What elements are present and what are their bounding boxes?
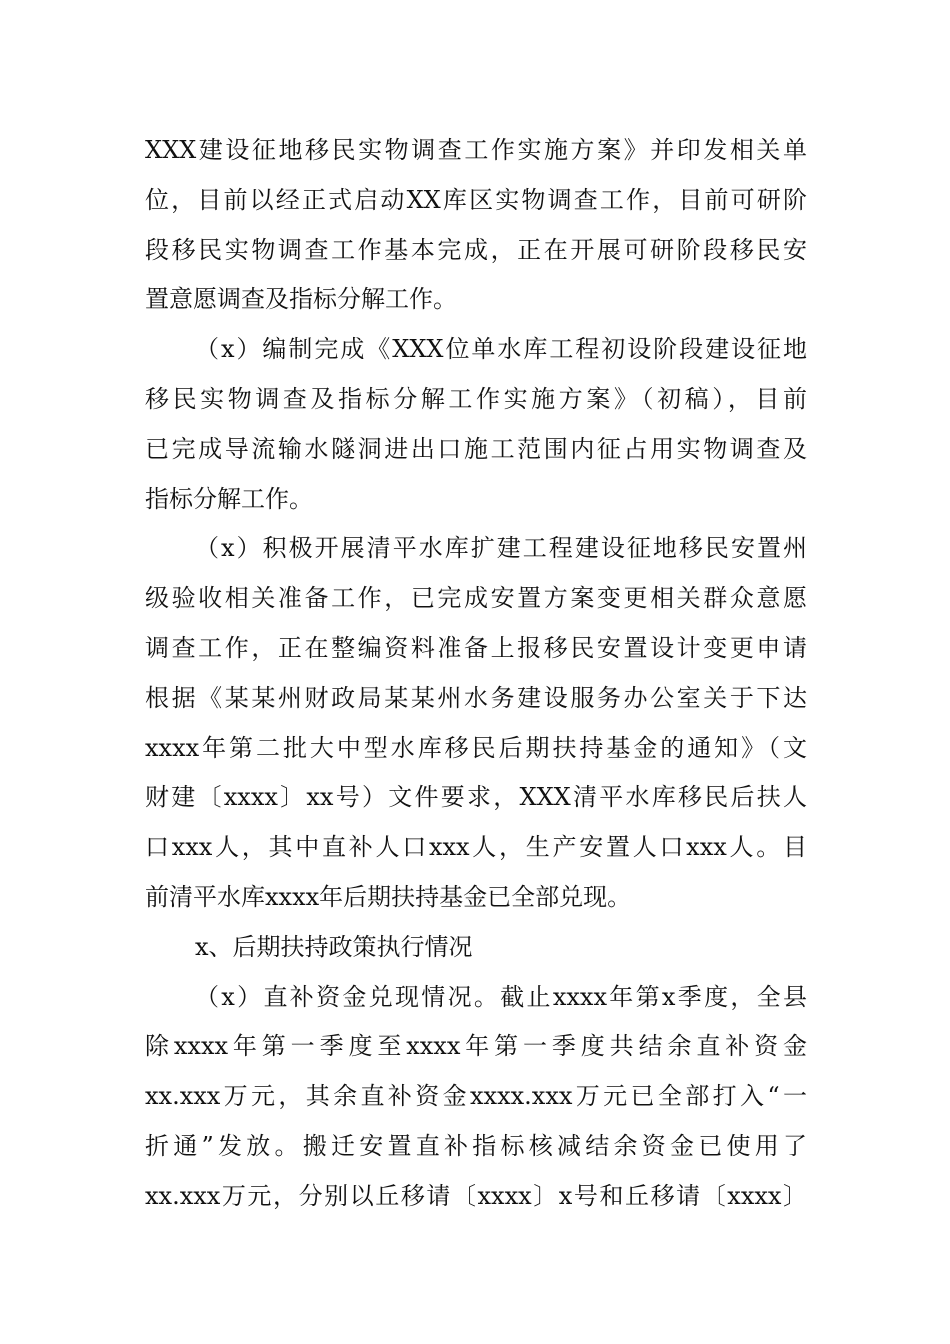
- text-line: 根据《某某州财政局某某州水务建设服务办公室关于下达: [145, 683, 807, 712]
- text-line: （x）编制完成《XXX位单水库工程初设阶段建设征地: [195, 335, 807, 364]
- text-line: 置意愿调查及指标分解工作。: [145, 285, 457, 314]
- text-line: 除xxxx年第一季度至xxxx年第一季度共结余直补资金: [145, 1032, 807, 1061]
- text-line: xx.xxx万元，分别以丘移请〔xxxx〕x号和丘移请〔xxxx〕: [145, 1181, 807, 1210]
- body-text: [145, 126, 807, 1222]
- text-line: 已完成导流输水隧洞进出口施工范围内征占用实物调查及: [145, 434, 807, 463]
- text-line: xx.xxx万元，其余直补资金xxxx.xxx万元已全部打入“一: [145, 1082, 807, 1111]
- text-line: 移民实物调查及指标分解工作实施方案》（初稿），目前: [145, 384, 807, 413]
- text-line: 位，目前以经正式启动XX库区实物调查工作，目前可研阶: [145, 185, 807, 214]
- text-line: 财建〔xxxx〕xx号）文件要求，XXX清平水库移民后扶人: [145, 783, 807, 812]
- section-heading: x、后期扶持政策执行情况: [195, 932, 473, 961]
- text-line: 口xxx人，其中直补人口xxx人，生产安置人口xxx人。目: [145, 833, 807, 862]
- text-line: 级验收相关准备工作，已完成安置方案变更相关群众意愿: [145, 584, 807, 613]
- text-line: 前清平水库xxxx年后期扶持基金已全部兑现。: [145, 882, 632, 911]
- text-line: 调查工作，正在整编资料准备上报移民安置设计变更申请: [145, 633, 807, 662]
- text-line: （x）积极开展清平水库扩建工程建设征地移民安置州: [195, 534, 807, 563]
- text-line: 指标分解工作。: [145, 484, 313, 513]
- text-line: xxxx年第二批大中型水库移民后期扶持基金的通知》（文: [145, 733, 807, 762]
- text-line: （x）直补资金兑现情况。截止xxxx年第x季度，全县: [195, 982, 807, 1011]
- text-line: XXX建设征地移民实物调查工作实施方案》并印发相关单: [145, 136, 807, 164]
- text-line: 段移民实物调查工作基本完成，正在开展可研阶段移民安: [145, 235, 807, 264]
- text-line: 折通”发放。搬迁安置直补指标核减结余资金已使用了: [145, 1131, 807, 1160]
